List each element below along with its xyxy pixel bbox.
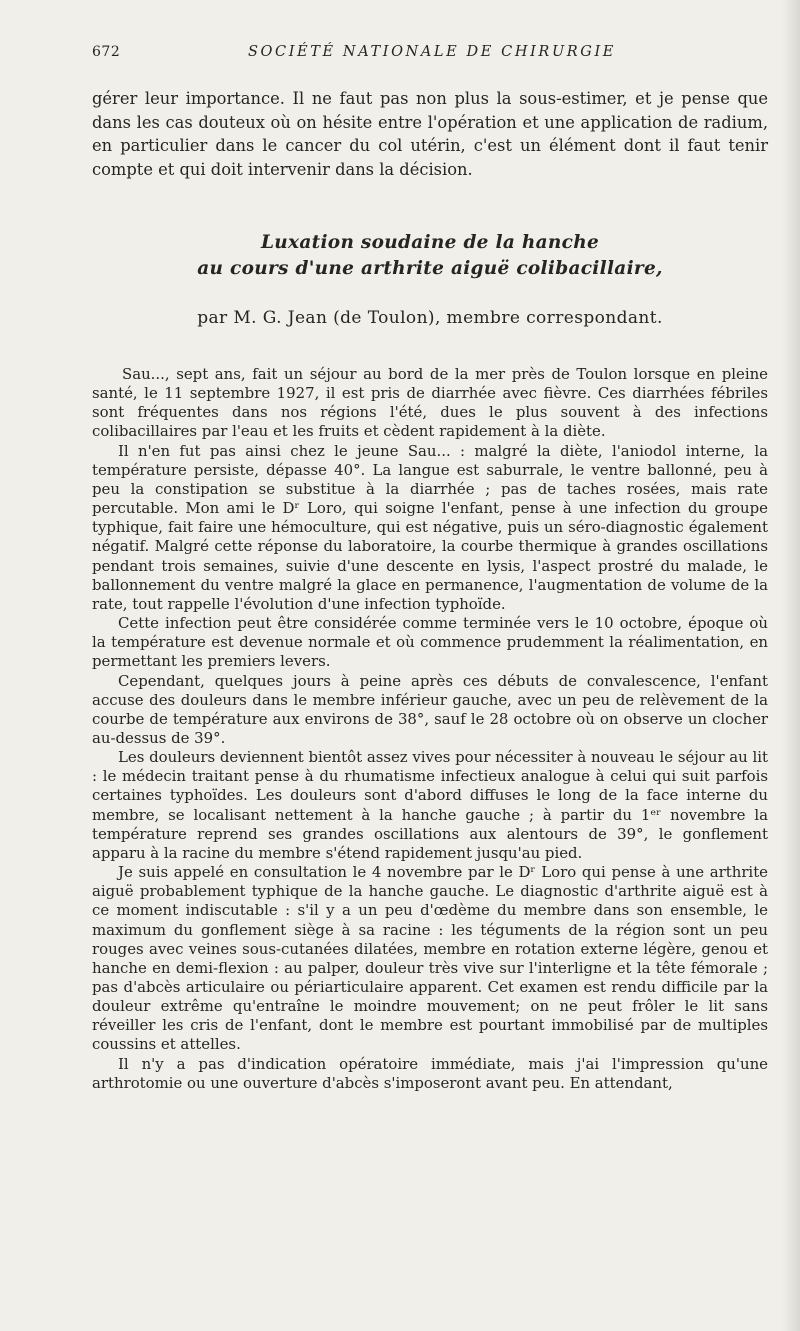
page-edge-shadow [782,0,800,1331]
article-body [92,365,768,1093]
body-paragraph: Je suis appelé en consultation le 4 novembre par le Dʳ Loro qui pense à une arthrite aiguë probablement typhique de la hanche gauche. Le diagnostic d'arthrite aiguë est à ce moment indiscutable : s'il y a un peu d'œdème du membre dans son ensemble, le maximum du gonflement siège à sa racine : les téguments de la région sont un peu rouges avec veines sous-cutanées dilatées, membre en rotation externe légère, genou et hanche en demi-flexion : au palper, douleur très vive sur l'interligne et la tête fémorale ; pas d'abcès articulaire ou périarticulaire apparent. Cet examen est rendu difficile par la douleur extrême qu'entraîne le moindre mouvement; on ne peut frôler le lit sans réveiller les cris de l'enfant, dont le membre est pourtant immobilisé par de multiples coussins et attelles. [92,863,768,1054]
body-paragraph: Les douleurs deviennent bientôt assez vives pour nécessiter à nouveau le séjour au lit : le médecin traitant pense à du rhumatisme infectieux analogue à celui qui suit parfois certaines typhoïdes. Les douleurs sont d'abord diffuses le long de la face interne du membre, se localisant nettement à la hanche gauche ; à partir du 1ᵉʳ novembre la température reprend ses grandes oscillations aux alentours de 39°, le gonflement apparu à la racine du membre s'étend rapidement jusqu'au pied. [92,748,769,862]
body-paragraph: Il n'y a pas d'indication opératoire immédiate, mais j'ai l'impression qu'une arthrotomie ou une ouverture d'abcès s'imposeront avant peu. En attendant, [92,1054,768,1092]
body-paragraph: Sau..., sept ans, fait un séjour au bord de la mer près de Toulon lorsque en pleine santé, le 11 septembre 1927, il est pris de diarrhée avec fièvre. Ces diarrhées fébriles sont fréquentes dans nos régions l'été, dues le plus souvent à des infections colibacillaires par l'eau et les fruits et cèdent rapidement à la diète. [92,365,768,441]
intro-paragraph: gérer leur importance. Il ne faut pas non plus la sous-estimer, et je pense que dans les cas douteux où on hésite entre l'opération et une application de radium, en particulier dans le cancer du col utérin, c'est un élément dont il faut tenir compte et qui doit intervenir dans la décision. [92,89,768,179]
article-title-line-2: au cours d'une arthrite aiguë colibacillaire, [197,258,663,279]
intro-continuation [92,87,768,181]
body-paragraph: Il n'en fut pas ainsi chez le jeune Sau... : malgré la diète, l'aniodol interne, la température persiste, dépasse 40°. La langue est saburrale, le ventre ballonné, peu à peu la constipation se substitue à la diarrhée ; pas de taches rosées, mais rate percutable. Mon ami le Dʳ Loro, qui soigne l'enfant, pense à une infection du groupe typhique, fait faire une hémoculture, qui est négative, puis un séro-diagnostic également négatif. Malgré cette réponse du laboratoire, la courbe thermique à grandes oscillations pendant trois semaines, suivie d'une descente en lysis, l'aspect prostré du malade, le ballonnement du ventre malgré la glace en permanence, l'augmentation de volume de la rate, tout rappelle l'évolution d'une infection typhoïde. [92,441,768,613]
body-paragraph: Cependant, quelques jours à peine après ces débuts de convalescence, l'enfant accuse des douleurs dans le membre inférieur gauche, avec un peu de relèvement de la courbe de température aux environs de 38°, sauf le 28 octobre où on observe un clocher au-dessus de 39°. [92,671,768,747]
body-paragraph: Cette infection peut être considérée comme terminée vers le 10 octobre, époque où la température est devenue normale et où commence prudemment la réalimentation, en permettant les premiers levers. [92,614,768,671]
running-head: SOCIÉTÉ NATIONALE DE CHIRURGIE [248,44,616,60]
article-title-line-1: Luxation soudaine de la hanche [260,232,600,253]
article-byline: par M. G. Jean (de Toulon), membre correspondant. [197,308,663,328]
page-header [92,44,772,66]
article-heading [92,230,768,328]
page-number: 672 [92,44,121,60]
